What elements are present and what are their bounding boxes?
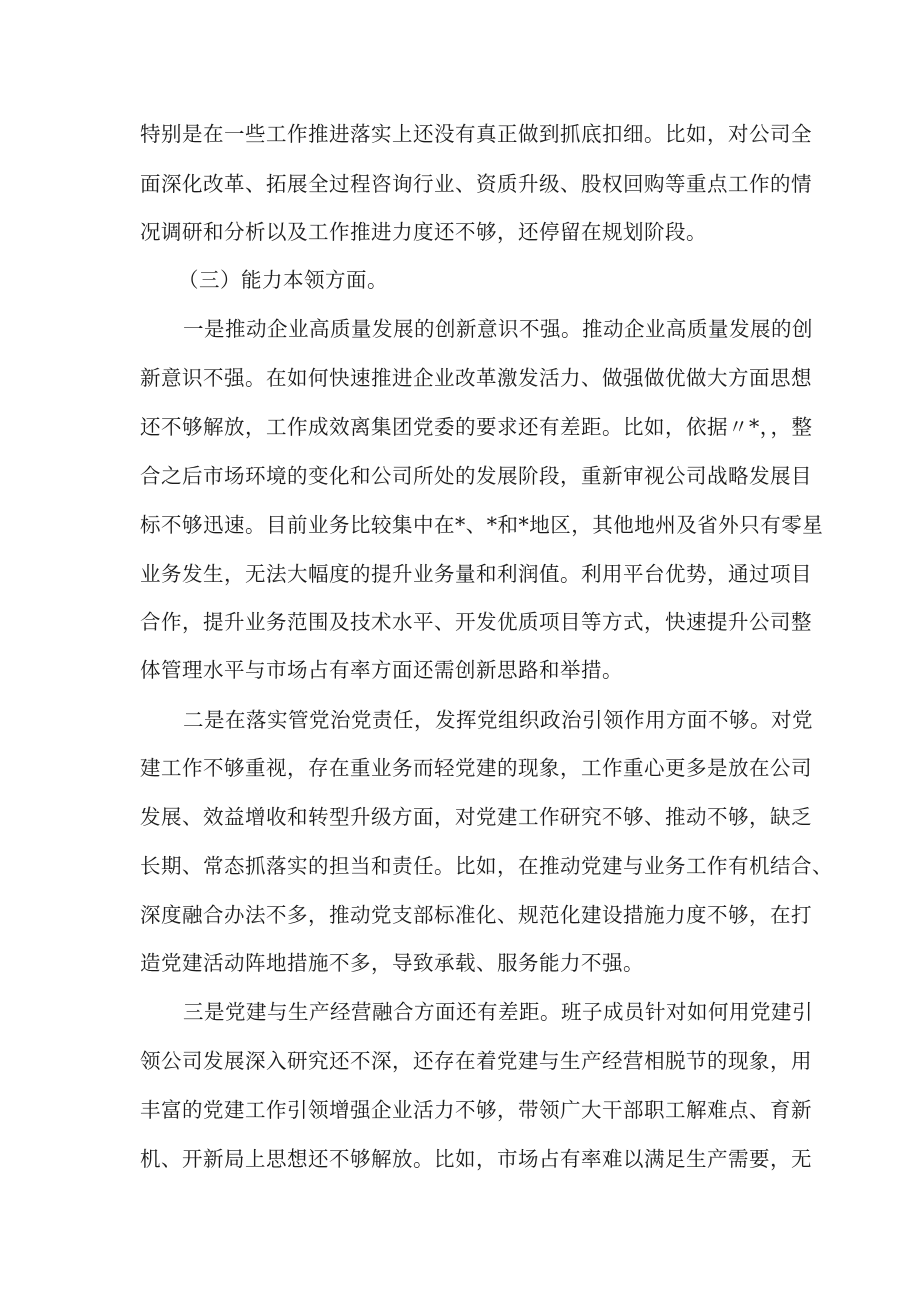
text-line: 二是在落实管党治党责任，发挥党组织政治引领作用方面不够。对党 <box>183 708 813 732</box>
text-line: 合之后市场环境的变化和公司所处的发展阶段，重新审视公司战略发展目 <box>140 464 812 488</box>
text-line: 况调研和分析以及工作推进力度还不够，还停留在规划阶段。 <box>140 220 707 244</box>
text-line: 建工作不够重视，存在重业务而轻党建的现象，工作重心更多是放在公司 <box>140 756 812 780</box>
text-line: 面深化改革、拓展全过程咨询行业、资质升级、股权回购等重点工作的情 <box>140 172 812 196</box>
text-line: 标不够迅速。目前业务比较集中在*、*和*地区，其他地州及省外只有零星 <box>140 513 824 537</box>
text-line: 新意识不强。在如何快速推进企业改革激发活力、做强做优做大方面思想 <box>140 366 812 390</box>
text-line: 造党建活动阵地措施不多，导致承载、服务能力不强。 <box>140 951 644 975</box>
text-line: 长期、常态抓落实的担当和责任。比如，在推动党建与业务工作有机结合、 <box>140 854 833 878</box>
text-line: 领公司发展深入研究还不深，还存在着党建与生产经营相脱节的现象，用 <box>140 1049 812 1073</box>
text-line: 深度融合办法不多，推动党支部标准化、规范化建设措施力度不够，在打 <box>140 903 812 927</box>
text-line: 机、开新局上思想还不够解放。比如，市场占有率难以满足生产需要，无 <box>140 1147 812 1171</box>
text-line: 特别是在一些工作推进落实上还没有真正做到抓底扣细。比如，对公司全 <box>140 122 812 146</box>
text-line: 发展、效益增收和转型升级方面，对党建工作研究不够、推动不够，缺乏 <box>140 805 812 829</box>
section-heading: （三）能力本领方面。 <box>178 268 388 292</box>
text-line: 合作，提升业务范围及技术水平、开发优质项目等方式，快速提升公司整 <box>140 610 812 634</box>
text-line: 体管理水平与市场占有率方面还需创新思路和举措。 <box>140 658 623 682</box>
text-line: 一是推动企业高质量发展的创新意识不强。推动企业高质量发展的创 <box>183 317 813 341</box>
text-line: 业务发生，无法大幅度的提升业务量和利润值。利用平台优势，通过项目 <box>140 562 812 586</box>
text-line: 还不够解放，工作成效离集团党委的要求还有差距。比如，依据〃*，，整 <box>140 415 813 439</box>
text-line: 三是党建与生产经营融合方面还有差距。班子成员针对如何用党建引 <box>183 1000 813 1024</box>
text-line: 丰富的党建工作引领增强企业活力不够，带领广大干部职工解难点、育新 <box>140 1098 812 1122</box>
